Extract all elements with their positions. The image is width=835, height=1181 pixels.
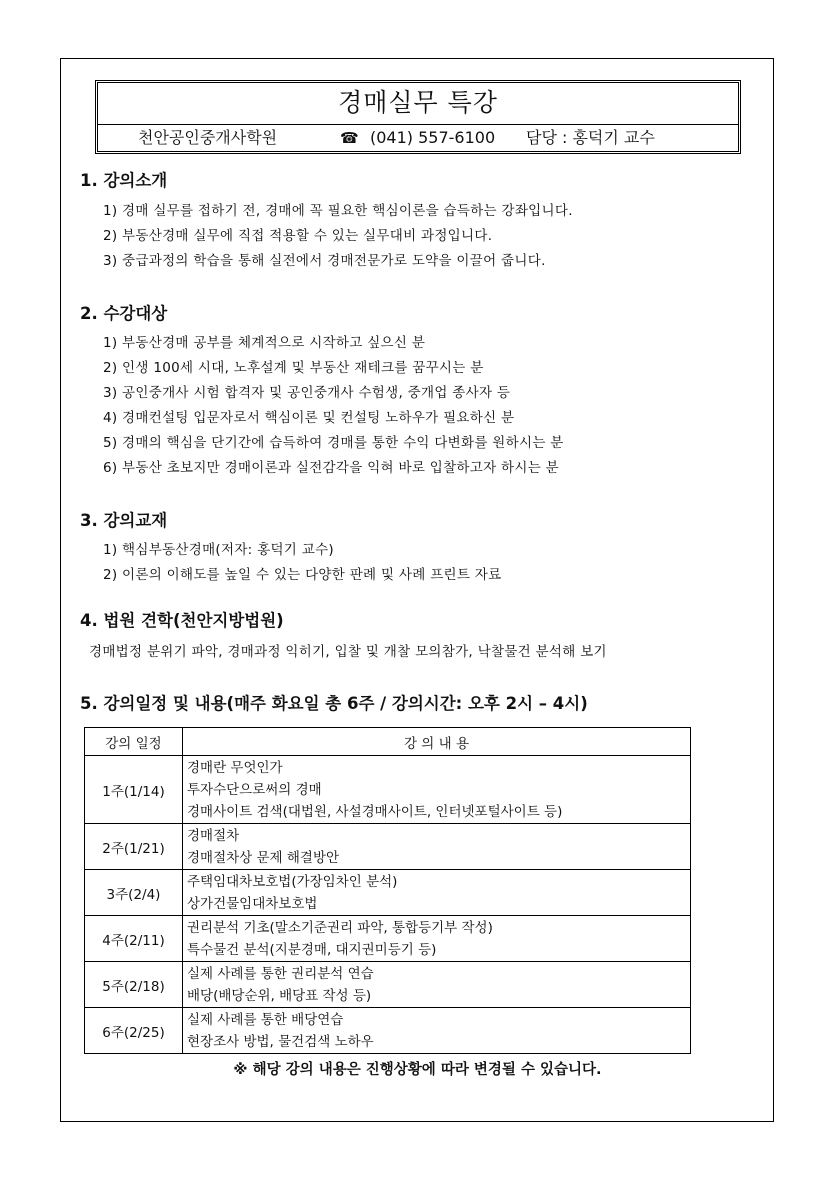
section-target-title: 2. 수강대상 bbox=[80, 304, 168, 323]
page-title: 경매실무 특강 bbox=[98, 83, 738, 125]
list-item: 2) 이론의 이해도를 높일 수 있는 다양한 판례 및 사례 프린트 자료 bbox=[103, 567, 502, 583]
table-row bbox=[85, 962, 691, 1008]
content-line: 현장조사 방법, 물건검색 노하우 bbox=[187, 1034, 374, 1050]
schedule-table bbox=[84, 727, 691, 1054]
week-cell: 1주(1/14) bbox=[85, 756, 183, 824]
list-item: 2) 부동산경매 실무에 직접 적용할 수 있는 실무대비 과정입니다. bbox=[103, 228, 493, 244]
title-box bbox=[95, 80, 741, 154]
list-item: 1) 핵심부동산경매(저자: 홍덕기 교수) bbox=[103, 542, 334, 558]
content-line: 특수물건 분석(지분경매, 대지권미등기 등) bbox=[187, 942, 437, 958]
week-cell: 6주(2/25) bbox=[85, 1008, 183, 1054]
content-cell bbox=[183, 824, 691, 870]
section-textbook-title: 3. 강의교재 bbox=[80, 511, 168, 530]
content-line: 경매절차상 문제 해결방안 bbox=[187, 850, 340, 866]
content-line: 경매절차 bbox=[187, 828, 240, 844]
content-line: 경매사이트 검색(대법원, 사설경매사이트, 인터넷포털사이트 등) bbox=[187, 804, 563, 820]
section-intro-title: 1. 강의소개 bbox=[80, 171, 168, 190]
content-line: 투자수단으로써의 경매 bbox=[187, 782, 322, 798]
list-item: 1) 부동산경매 공부를 체계적으로 시작하고 싶으신 분 bbox=[103, 335, 426, 351]
content-cell bbox=[183, 756, 691, 824]
content-line: 권리분석 기초(말소기준권리 파악, 통합등기부 작성) bbox=[187, 920, 493, 936]
column-header-content: 강 의 내 용 bbox=[183, 728, 691, 756]
week-cell: 2주(1/21) bbox=[85, 824, 183, 870]
court-description: 경매법정 분위기 파악, 경매과정 익히기, 입찰 및 개찰 모의참가, 낙찰물건 분석해 보기 bbox=[89, 644, 607, 660]
table-row bbox=[85, 870, 691, 916]
list-item: 1) 경매 실무를 접하기 전, 경매에 꼭 필요한 핵심이론을 습득하는 강좌입니다. bbox=[103, 203, 573, 219]
list-item: 3) 중급과정의 학습을 통해 실전에서 경매전문가로 도약을 이끌어 줍니다. bbox=[103, 253, 546, 269]
table-header-row bbox=[85, 728, 691, 756]
week-cell: 4주(2/11) bbox=[85, 916, 183, 962]
telephone-icon: ☎ bbox=[340, 129, 359, 147]
contact-info bbox=[98, 125, 738, 151]
manager-info: 담당 : 홍덕기 교수 bbox=[526, 128, 655, 147]
list-item: 5) 경매의 핵심을 단기간에 습득하여 경매를 통한 수익 다변화를 원하시는 분 bbox=[103, 435, 564, 451]
column-header-week: 강의 일정 bbox=[85, 728, 183, 756]
table-row bbox=[85, 1008, 691, 1054]
phone-number: (041) 557-6100 bbox=[370, 128, 496, 147]
academy-name: 천안공인중개사학원 bbox=[138, 128, 278, 147]
content-cell bbox=[183, 916, 691, 962]
week-cell: 3주(2/4) bbox=[85, 870, 183, 916]
week-cell: 5주(2/18) bbox=[85, 962, 183, 1008]
content-line: 경매란 무엇인가 bbox=[187, 760, 283, 776]
content-line: 실제 사례를 통한 배당연습 bbox=[187, 1012, 344, 1028]
table-row bbox=[85, 756, 691, 824]
list-item: 6) 부동산 초보지만 경매이론과 실전감각을 익혀 바로 입찰하고자 하시는 분 bbox=[103, 460, 560, 476]
content-line: 배당(배당순위, 배당표 작성 등) bbox=[187, 988, 372, 1004]
content-line: 실제 사례를 통한 권리분석 연습 bbox=[187, 966, 374, 982]
notice-text: ※ 해당 강의 내용은 진행상황에 따라 변경될 수 있습니다. bbox=[233, 1062, 602, 1078]
table-row bbox=[85, 824, 691, 870]
content-cell bbox=[183, 962, 691, 1008]
content-line: 상가건물임대차보호법 bbox=[187, 896, 318, 912]
section-court-title: 4. 법원 견학(천안지방법원) bbox=[80, 611, 284, 630]
list-item: 4) 경매컨설팅 입문자로서 핵심이론 및 컨설팅 노하우가 필요하신 분 bbox=[103, 410, 515, 426]
list-item: 3) 공인중개사 시험 합격자 및 공인중개사 수험생, 중개업 종사자 등 bbox=[103, 385, 511, 401]
content-cell bbox=[183, 1008, 691, 1054]
content-line: 주택임대차보호법(가장임차인 분석) bbox=[187, 874, 398, 890]
section-schedule-title: 5. 강의일정 및 내용(매주 화요일 총 6주 / 강의시간: 오후 2시 – 4시) bbox=[80, 694, 588, 713]
table-row bbox=[85, 916, 691, 962]
content-cell bbox=[183, 870, 691, 916]
list-item: 2) 인생 100세 시대, 노후설계 및 부동산 재테크를 꿈꾸시는 분 bbox=[103, 360, 484, 376]
